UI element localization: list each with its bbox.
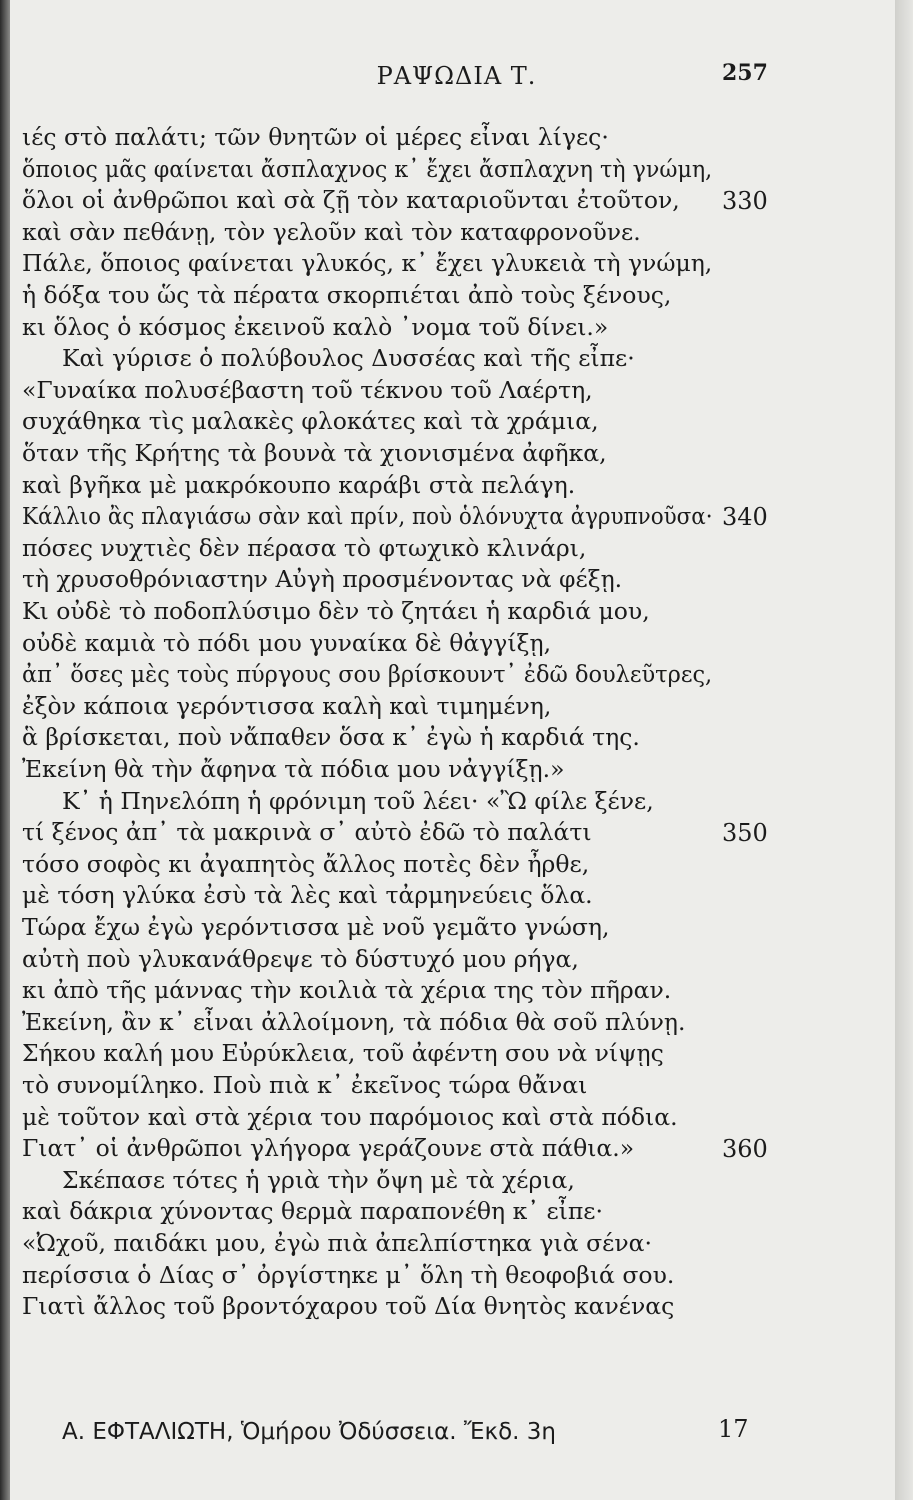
verse-line: Τώρα ἔχω ἐγὼ γερόντισσα μὲ νοῦ γεμᾶτο γνώση,	[22, 913, 610, 941]
verse-line: καὶ σὰν πεθάνῃ, τὸν γελοῦν καὶ τὸν καταφρονοῦνε.	[22, 218, 641, 246]
verse-line: Πάλε, ὅποιος φαίνεται γλυκός, κ᾽ ἔχει γλυκειὰ τὴ γνώμη,	[22, 249, 713, 277]
running-head: ΡΑΨΩΔΙΑ Τ.	[376, 62, 537, 90]
verse-line: Σκέπασε τότες ἡ γριὰ τὴν ὄψη μὲ τὰ χέρια,	[62, 1166, 575, 1194]
verse-line: μὲ τοῦτον καὶ στὰ χέρια του παρόμοιος καὶ στὰ πόδια.	[22, 1103, 678, 1131]
verse-line: τὴ χρυσοθρόνιαστην Αὐγὴ προσμένοντας νὰ φέξῃ.	[22, 565, 623, 593]
verse-line: ἃ βρίσκεται, ποὺ νἄπαθεν ὅσα κ᾽ ἐγὼ ἡ καρδιά της.	[22, 723, 640, 751]
verse-line: συχάθηκα τὶς μαλακὲς φλοκάτες καὶ τὰ χράμια,	[22, 407, 599, 435]
verse-line: κι ὅλος ὁ κόσμος ἐκεινοῦ καλὸ ᾽νομα τοῦ δίνει.»	[22, 313, 609, 341]
verse-line: «Γυναίκα πολυσέβαστη τοῦ τέκνου τοῦ Λαέρτη,	[22, 376, 593, 404]
verse-line: ἐξὸν κάποια γερόντισσα καλὴ καὶ τιμημένη,	[22, 692, 552, 720]
verse-line: κι ἀπὸ τῆς μάννας τὴν κοιλιὰ τὰ χέρια της τὸν πῆραν.	[22, 976, 672, 1004]
footer-credit: Α. ΕΦΤΑΛΙΩΤΗ, Ὁμήρου Ὀδύσσεια. Ἔκδ. 3η	[62, 1419, 556, 1445]
verse-line: καὶ δάκρια χύνοντας θερμὰ παραπονέθη κ᾽ εἶπε·	[22, 1197, 603, 1225]
verse-line: αὐτὴ ποὺ γλυκανάθρεψε τὸ δύστυχό μου ρήγα,	[22, 945, 579, 973]
binding-shadow	[0, 0, 10, 1500]
verse-line: πόσες νυχτιὲς δὲν πέρασα τὸ φτωχικὸ κλινάρι,	[22, 534, 587, 562]
verse-line: τί ξένος ἀπ᾽ τὰ μακρινὰ σ᾽ αὐτὸ ἐδῶ τὸ παλάτι	[22, 818, 592, 846]
line-number: 350	[722, 819, 768, 847]
verse-line: ὅλοι οἱ ἀνθρῶποι καὶ σὰ ζῇ τὸν καταριοῦνται ἐτοῦτον,	[22, 186, 680, 214]
page-number: 257	[722, 60, 768, 86]
verse-line: οὐδὲ καμιὰ τὸ πόδι μου γυναίκα δὲ θἀγγίξῃ,	[22, 629, 552, 657]
line-number: 360	[722, 1135, 768, 1163]
verse-line: ἀπ᾽ ὅσες μὲς τοὺς πύργους σου βρίσκουντ᾽ ἐδῶ δουλεῦτρες,	[22, 660, 713, 688]
verse-line: Κ᾽ ἡ Πηνελόπη ἡ φρόνιμη τοῦ λέει· «Ὢ φίλε ξένε,	[62, 787, 654, 815]
verse-line: Κάλλιο ἂς πλαγιάσω σὰν καὶ πρίν, ποὺ ὁλόνυχτα ἀγρυπνοῦσα·	[22, 502, 713, 530]
verse-line: ἡ δόξα του ὥς τὰ πέρατα σκορπιέται ἀπὸ τοὺς ξένους,	[22, 281, 672, 309]
verse-line: τόσο σοφὸς κι ἀγαπητὸς ἄλλος ποτὲς δὲν ἦρθε,	[22, 850, 590, 878]
facing-page-edge	[895, 0, 913, 1500]
verse-line: μὲ τόση γλύκα ἐσὺ τὰ λὲς καὶ τἀρμηνεύεις ὅλα.	[22, 881, 593, 909]
verse-line: Καὶ γύρισε ὁ πολύβουλος Δυσσέας καὶ τῆς εἶπε·	[62, 344, 635, 372]
verse-line: τὸ συνομίληκο. Ποὺ πιὰ κ᾽ ἐκεῖνος τώρα θἄναι	[22, 1071, 588, 1099]
verse-line: Γιατ᾽ οἱ ἀνθρῶποι γλήγορα γεράζουνε στὰ πάθια.»	[22, 1134, 635, 1162]
verse-line: Ἐκείνη, ἂν κ᾽ εἶναι ἀλλοίμονη, τὰ πόδια θὰ σοῦ πλύνῃ.	[22, 1008, 686, 1036]
line-number: 330	[722, 187, 768, 215]
verse-line: Σήκου καλή μου Εὐρύκλεια, τοῦ ἀφέντη σου νὰ νίψῃς	[22, 1039, 664, 1067]
verse-line: καὶ βγῆκα μὲ μακρόκουπο καράβι στὰ πελάγη.	[22, 471, 576, 499]
verse-line: Ἐκείνη θὰ τὴν ἄφηνα τὰ πόδια μου νἀγγίξῃ.»	[22, 755, 565, 783]
verse-line: ιές στὸ παλάτι; τῶν θνητῶν οἱ μέρες εἶναι λίγες·	[22, 123, 609, 151]
verse-line: «Ὠχοῦ, παιδάκι μου, ἐγὼ πιὰ ἀπελπίστηκα γιὰ σένα·	[22, 1229, 652, 1257]
verse-line: ὅταν τῆς Κρήτης τὰ βουνὰ τὰ χιονισμένα ἀφῆκα,	[22, 439, 607, 467]
verse-line: Γιατὶ ἄλλος τοῦ βροντόχαρου τοῦ Δία θνητὸς κανένας	[22, 1292, 675, 1320]
verse-line: ὅποιος μᾶς φαίνεται ἄσπλαχνος κ᾽ ἔχει ἄσπλαχνη τὴ γνώμη,	[22, 155, 713, 183]
verse-line: περίσσια ὁ Δίας σ᾽ ὀργίστηκε μ᾽ ὅλη τὴ θεοφοβιά σου.	[22, 1261, 675, 1289]
signature-mark: 17	[718, 1415, 749, 1443]
line-number: 340	[722, 503, 768, 531]
verse-line: Κι οὐδὲ τὸ ποδοπλύσιμο δὲν τὸ ζητάει ἡ καρδιά μου,	[22, 597, 650, 625]
